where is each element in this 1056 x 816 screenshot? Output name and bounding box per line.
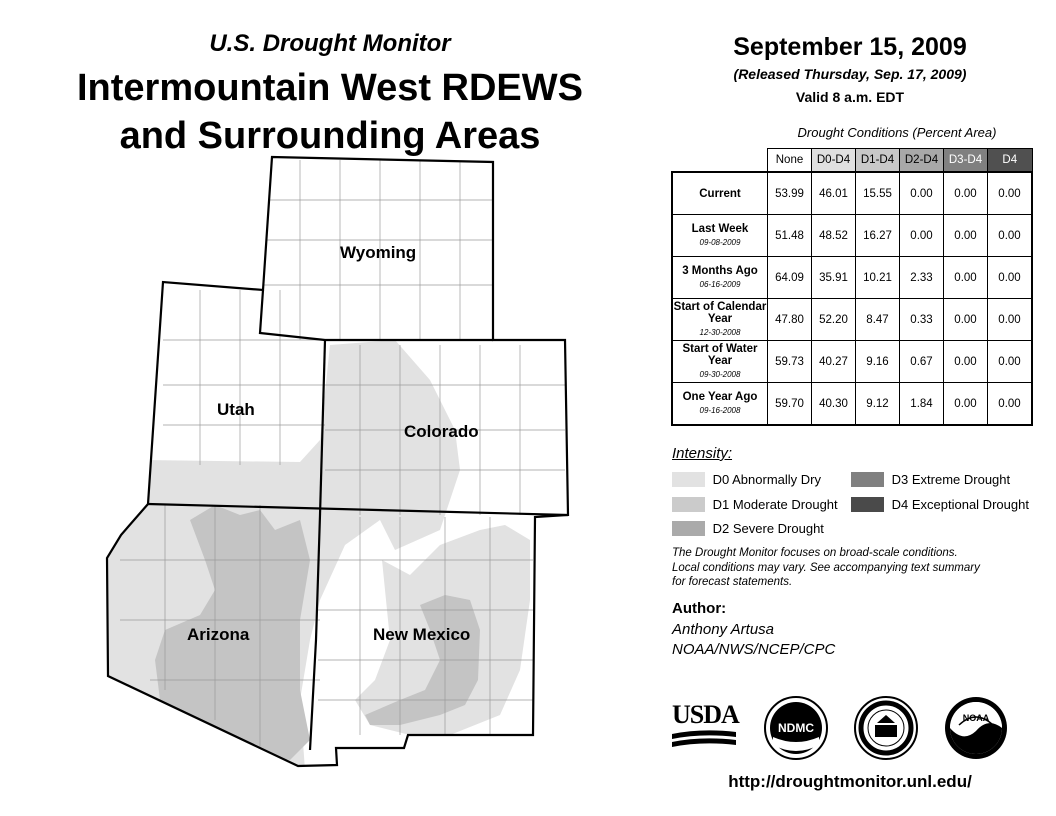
table-cell: 8.47 xyxy=(856,299,900,341)
note-line-1: The Drought Monitor focuses on broad-scale conditions. xyxy=(672,547,958,559)
legend-swatch-d3 xyxy=(851,472,884,487)
legend-item-d2 xyxy=(672,521,824,539)
table-cell: 52.20 xyxy=(812,299,856,341)
usda-logo-text: USDA xyxy=(672,700,739,729)
note-line-2: Local conditions may vary. See accompanying text summary xyxy=(672,561,980,574)
map-subtitle: U.S. Drought Monitor xyxy=(209,30,451,57)
legend-item-d4 xyxy=(851,497,1029,515)
row-label xyxy=(672,257,768,299)
table-cell: 10.21 xyxy=(856,257,900,299)
legend-swatch-d0 xyxy=(672,472,705,487)
table-cell: 48.52 xyxy=(812,215,856,257)
row-label-text: 3 Months Ago xyxy=(682,264,758,277)
table-cell: 9.16 xyxy=(856,341,900,383)
legend-swatch-d2 xyxy=(672,521,705,536)
table-cell: 40.30 xyxy=(812,383,856,426)
table-cell: 59.73 xyxy=(768,341,812,383)
legend-swatch-d4 xyxy=(851,497,884,512)
table-cell: 15.55 xyxy=(856,172,900,215)
column-header: D2-D4 xyxy=(900,149,944,173)
author-name: Anthony Artusa xyxy=(672,621,775,638)
release-date: (Released Thursday, Sep. 17, 2009) xyxy=(733,66,967,82)
row-label xyxy=(672,299,768,341)
ndmc-logo-text: NDMC xyxy=(778,721,814,735)
table-cell: 0.00 xyxy=(988,215,1033,257)
row-label xyxy=(672,172,768,215)
row-label-text: Last Week xyxy=(691,222,749,235)
state-label-new-mexico: New Mexico xyxy=(373,625,471,644)
author-label: Author: xyxy=(672,600,727,617)
state-label-colorado: Colorado xyxy=(404,422,479,441)
author-org: NOAA/NWS/NCEP/CPC xyxy=(672,641,836,658)
map-title-line2: and Surrounding Areas xyxy=(119,115,541,157)
table-row xyxy=(672,341,1032,383)
legend-item-d1 xyxy=(672,497,838,515)
table-cell: 0.00 xyxy=(944,215,988,257)
table-cell: 0.33 xyxy=(900,299,944,341)
row-label-text: Current xyxy=(699,187,741,200)
state-label-wyoming: Wyoming xyxy=(340,243,417,262)
table-cell: 0.00 xyxy=(944,299,988,341)
map-title-line1: Intermountain West RDEWS xyxy=(77,67,583,109)
table-cell: 0.00 xyxy=(944,383,988,426)
table-cell: 64.09 xyxy=(768,257,812,299)
row-label xyxy=(672,341,768,383)
table-cell: 0.00 xyxy=(988,383,1033,426)
map-date: September 15, 2009 xyxy=(733,33,967,61)
table-cell: 35.91 xyxy=(812,257,856,299)
table-cell: 2.33 xyxy=(900,257,944,299)
table-cell: 47.80 xyxy=(768,299,812,341)
ndmc-logo xyxy=(763,695,829,761)
table-cell: 0.00 xyxy=(944,172,988,215)
table-row xyxy=(672,383,1032,426)
table-cell: 0.00 xyxy=(988,257,1033,299)
column-header: D0-D4 xyxy=(812,149,856,173)
legend-item-d0 xyxy=(672,472,821,490)
table-cell: 0.67 xyxy=(900,341,944,383)
drought-conditions-table xyxy=(671,148,1033,426)
table-cell: 0.00 xyxy=(988,341,1033,383)
table-corner xyxy=(672,149,768,173)
noaa-logo xyxy=(943,695,1009,761)
noaa-logo-text: NOAA xyxy=(962,713,990,723)
table-cell: 0.00 xyxy=(988,172,1033,215)
legend-label-d0: D0 Abnormally Dry xyxy=(712,472,821,487)
legend-title: Intensity: xyxy=(672,445,733,462)
row-label-text: One Year Ago xyxy=(682,390,758,403)
row-date: 09-30-2008 xyxy=(699,369,741,379)
table-cell: 0.00 xyxy=(944,257,988,299)
row-date: 09-08-2009 xyxy=(699,237,741,247)
table-cell: 46.01 xyxy=(812,172,856,215)
table-caption: Drought Conditions (Percent Area) xyxy=(797,125,997,140)
table-cell: 16.27 xyxy=(856,215,900,257)
table-row xyxy=(672,215,1032,257)
table-cell: 59.70 xyxy=(768,383,812,426)
table-cell: 1.84 xyxy=(900,383,944,426)
table-cell: 53.99 xyxy=(768,172,812,215)
table-cell: 9.12 xyxy=(856,383,900,426)
row-date: 06-16-2009 xyxy=(699,279,741,289)
legend-label-d3: D3 Extreme Drought xyxy=(891,472,1011,487)
row-date: 09-16-2008 xyxy=(699,405,741,415)
valid-time: Valid 8 a.m. EDT xyxy=(795,89,905,105)
column-header: None xyxy=(768,149,812,173)
table-row xyxy=(672,299,1032,341)
row-label xyxy=(672,383,768,426)
column-header: D4 xyxy=(988,149,1033,173)
disclaimer-note xyxy=(672,546,1022,590)
author-block xyxy=(672,620,835,660)
usda-logo-swoosh xyxy=(672,728,736,748)
legend-label-d1: D1 Moderate Drought xyxy=(712,497,838,512)
row-date: 12-30-2008 xyxy=(699,327,741,337)
table-cell: 0.00 xyxy=(900,215,944,257)
column-header: D3-D4 xyxy=(944,149,988,173)
table-cell: 0.00 xyxy=(944,341,988,383)
row-label-text: Start of Water Year xyxy=(682,342,758,367)
table-cell: 51.48 xyxy=(768,215,812,257)
state-label-utah: Utah xyxy=(217,400,255,419)
usda-logo xyxy=(672,702,738,752)
legend-item-d3 xyxy=(851,472,1011,490)
table-cell: 0.00 xyxy=(900,172,944,215)
column-header: D1-D4 xyxy=(856,149,900,173)
legend-swatch-d1 xyxy=(672,497,705,512)
website-url[interactable]: http://droughtmonitor.unl.edu/ xyxy=(728,772,972,791)
legend-label-d4: D4 Exceptional Drought xyxy=(891,497,1029,512)
table-cell: 0.00 xyxy=(988,299,1033,341)
table-row xyxy=(672,257,1032,299)
state-label-arizona: Arizona xyxy=(187,625,250,644)
row-label xyxy=(672,215,768,257)
legend-label-d2: D2 Severe Drought xyxy=(712,521,824,536)
row-label-text: Start of Calendar Year xyxy=(673,300,767,325)
drought-map xyxy=(0,150,660,780)
table-cell: 40.27 xyxy=(812,341,856,383)
note-line-3: for forecast statements. xyxy=(672,576,793,588)
table-row xyxy=(672,172,1032,215)
commerce-seal xyxy=(853,695,919,761)
